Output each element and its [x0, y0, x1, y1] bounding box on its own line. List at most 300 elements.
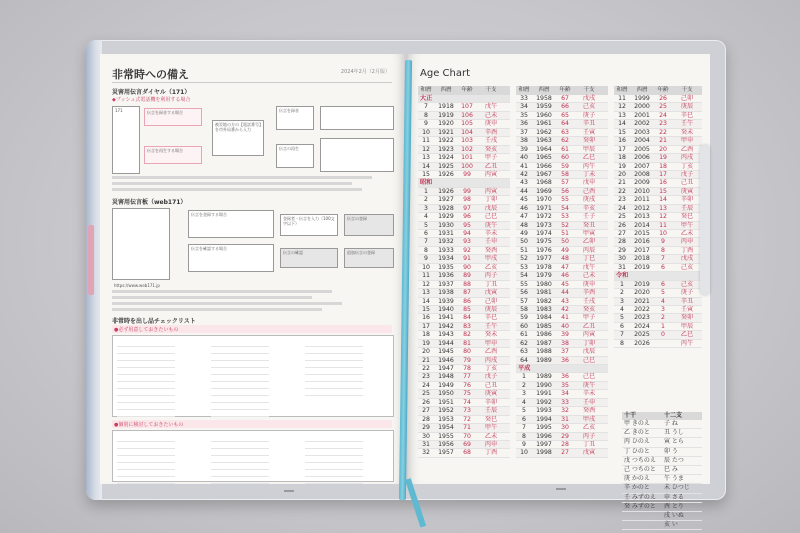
- age-cell: 56: [561, 187, 569, 195]
- wareki-cell: 7: [620, 331, 624, 339]
- table-row: [418, 222, 510, 230]
- year-cell: 1950: [438, 390, 454, 398]
- age-cell: 104: [461, 128, 473, 136]
- age-cell: 42: [561, 305, 569, 313]
- eto-cell: 丙戌: [680, 154, 694, 162]
- year-cell: 2025: [634, 331, 650, 339]
- wareki-cell: 2: [424, 196, 428, 204]
- table-row: [614, 281, 702, 289]
- wareki-cell: 24: [422, 381, 430, 389]
- wareki-cell: 51: [520, 246, 528, 254]
- eto-cell: 庚午: [582, 381, 596, 389]
- year-cell: 2019: [634, 280, 650, 288]
- year-cell: 1954: [438, 424, 454, 432]
- jikkan-cell: 丙 ひのえ: [624, 438, 650, 446]
- table-row: [516, 357, 608, 365]
- table-row: [516, 433, 608, 441]
- jikkan-cell: 壬 みずのえ: [624, 493, 656, 501]
- eto-cell: 辛酉: [484, 128, 498, 136]
- year-cell: 1968: [536, 179, 552, 187]
- age-cell: 8: [661, 246, 665, 254]
- age-cell: 6: [661, 280, 665, 288]
- age-cell: 46: [561, 272, 569, 280]
- year-cell: 1959: [536, 103, 552, 111]
- wareki-cell: 16: [618, 137, 626, 145]
- table-row: [516, 154, 608, 162]
- year-cell: 1990: [536, 381, 552, 389]
- eto-cell: 癸丑: [582, 221, 596, 229]
- web-confirm-step: 伝言の確認: [280, 248, 338, 268]
- wareki-cell: 14: [422, 162, 430, 170]
- eto-cell: 癸卯: [582, 137, 596, 145]
- age-cell: 88: [463, 280, 471, 288]
- eto-cell: 庚申: [484, 120, 498, 128]
- table-row: [614, 179, 702, 187]
- wareki-cell: 25: [618, 213, 626, 221]
- table-row: [418, 357, 510, 365]
- age-cell: 24: [659, 111, 667, 119]
- wareki-cell: 23: [618, 196, 626, 204]
- wareki-cell: 20: [618, 170, 626, 178]
- table-row: [516, 298, 608, 306]
- age-cell: 41: [561, 314, 569, 322]
- note-line: [112, 290, 332, 293]
- age-cell: 13: [659, 204, 667, 212]
- jikkan-cell: [622, 521, 662, 529]
- table-row: [418, 272, 510, 280]
- web171-url[interactable]: https://www.web171.jp: [114, 283, 160, 288]
- zodiac-row: [622, 466, 702, 475]
- junishi-cell: 辰 たつ: [664, 456, 684, 464]
- wareki-cell: 6: [424, 230, 428, 237]
- eto-cell: 壬子: [582, 213, 596, 221]
- eto-cell: 癸巳: [484, 415, 498, 423]
- year-cell: 1937: [438, 280, 454, 288]
- table-header: [516, 86, 608, 95]
- dial-box: 171: [112, 106, 140, 174]
- table-row: [614, 298, 702, 306]
- junishi-cell: 子 ね: [664, 420, 678, 427]
- year-cell: 2003: [634, 128, 650, 136]
- age-cell: 28: [561, 440, 569, 448]
- age-cell: 102: [461, 145, 473, 153]
- wareki-cell: 64: [520, 356, 528, 364]
- eto-cell: 癸酉: [484, 246, 498, 254]
- wareki-cell: 15: [422, 305, 430, 313]
- table-row: [418, 238, 510, 246]
- year-cell: 1999: [634, 95, 650, 102]
- year-cell: 1973: [536, 221, 552, 229]
- wareki-cell: 43: [520, 179, 528, 187]
- year-cell: 1993: [536, 407, 552, 415]
- year-cell: 1925: [438, 162, 454, 170]
- age-cell: 21: [659, 137, 667, 145]
- eto-cell: 辛卯: [680, 196, 694, 204]
- age-cell: 92: [463, 246, 471, 254]
- age-cell: 31: [561, 415, 569, 423]
- web-input-box: 登録者・伝言を入力（100文字以下）: [280, 214, 338, 236]
- age-cell: 51: [561, 230, 569, 237]
- header-cell: 年齢: [559, 87, 571, 93]
- year-cell: 2026: [634, 339, 650, 347]
- table-row: [516, 331, 608, 339]
- age-cell: 78: [463, 365, 471, 372]
- table-row: [516, 416, 608, 424]
- year-cell: 1991: [536, 390, 552, 398]
- wareki-cell: 8: [424, 111, 428, 119]
- junishi-cell: 未 ひつじ: [664, 484, 690, 492]
- jikkan-cell: 丁 ひのと: [624, 447, 650, 455]
- year-cell: 1987: [536, 339, 552, 347]
- age-cell: 19: [659, 154, 667, 162]
- header-cell: 年齢: [461, 87, 473, 93]
- web-add-step: 追加伝言の登録: [344, 248, 394, 268]
- header-cell: 西暦: [538, 87, 550, 93]
- age-cell: 76: [463, 381, 471, 389]
- wareki-cell: 60: [520, 322, 528, 330]
- eto-cell: 丙辰: [582, 246, 596, 254]
- year-cell: 2017: [634, 246, 650, 254]
- eto-cell: 己丑: [680, 179, 694, 187]
- age-cell: 33: [561, 398, 569, 406]
- checklist-column: [305, 435, 363, 484]
- age-cell: 34: [561, 390, 569, 398]
- table-row: [418, 424, 510, 432]
- age-cell: 74: [463, 398, 471, 406]
- age-cell: 98: [463, 196, 471, 204]
- age-cell: 58: [561, 170, 569, 178]
- wareki-cell: 45: [520, 196, 528, 204]
- age-cell: 79: [463, 356, 471, 364]
- year-cell: 2011: [634, 196, 650, 204]
- age-cell: 83: [463, 322, 471, 330]
- junishi-cell: 丑 うし: [664, 429, 684, 437]
- year-cell: 2018: [634, 255, 650, 263]
- eto-cell: 戊戌: [582, 95, 596, 102]
- table-row: [418, 298, 510, 306]
- table-row: [516, 390, 608, 398]
- age-cell: 64: [561, 120, 569, 128]
- age-cell: 5: [661, 289, 665, 297]
- year-cell: 2009: [634, 179, 650, 187]
- year-cell: 1923: [438, 145, 454, 153]
- wareki-cell: 25: [422, 390, 430, 398]
- age-cell: 87: [463, 289, 471, 297]
- year-cell: 1938: [438, 289, 454, 297]
- age-cell: 100: [461, 162, 473, 170]
- year-cell: 2005: [634, 145, 650, 153]
- table-row: [418, 407, 510, 415]
- eto-cell: 丙寅: [484, 170, 498, 178]
- age-cell: 27: [561, 449, 569, 457]
- table-row: [614, 213, 702, 221]
- eto-cell: 己卯: [484, 297, 498, 305]
- header-cell: 西暦: [440, 87, 452, 93]
- year-cell: 1939: [438, 297, 454, 305]
- age-cell: 93: [463, 238, 471, 246]
- table-row: [516, 163, 608, 171]
- year-cell: 2021: [634, 297, 650, 305]
- wareki-cell: 33: [520, 95, 528, 102]
- eto-cell: 辛巳: [680, 111, 694, 119]
- year-cell: 1929: [438, 213, 454, 221]
- year-cell: 1982: [536, 297, 552, 305]
- jikkan-cell: 辛 かのと: [624, 484, 650, 492]
- note-line: [112, 296, 312, 299]
- checklist-column: [211, 340, 269, 417]
- eto-cell: 戊午: [582, 263, 596, 271]
- table-row: [516, 323, 608, 331]
- year-cell: 1934: [438, 255, 454, 263]
- eto-cell: 癸巳: [680, 213, 694, 221]
- era-row: 平成: [516, 365, 608, 373]
- wareki-cell: 12: [618, 103, 626, 111]
- wareki-cell: 61: [520, 331, 528, 339]
- eto-cell: 癸亥: [582, 305, 596, 313]
- checklist-sub-essential: ●必ず用意しておきたいもの: [114, 327, 179, 333]
- age-cell: 89: [463, 272, 471, 280]
- eto-cell: 辛未: [582, 390, 596, 398]
- eto-cell: 丙子: [484, 272, 498, 280]
- wareki-cell: 29: [422, 424, 430, 432]
- table-row: [418, 205, 510, 213]
- table-row: [516, 205, 608, 213]
- age-cell: 36: [561, 373, 569, 381]
- year-cell: 1936: [438, 272, 454, 280]
- wareki-cell: 24: [618, 204, 626, 212]
- eto-cell: 乙酉: [484, 348, 498, 356]
- age-cell: 1: [661, 322, 665, 330]
- age-cell: 106: [461, 111, 473, 119]
- eto-cell: 甲寅: [582, 230, 596, 237]
- wareki-cell: 6: [522, 415, 526, 423]
- wareki-cell: 55: [520, 280, 528, 288]
- year-cell: 1920: [438, 120, 454, 128]
- table-row: [614, 137, 702, 145]
- section-sub-push: ◆プッシュ式電話機を利用する場合: [112, 97, 191, 103]
- eto-cell: 乙未: [680, 230, 694, 237]
- year-cell: 2006: [634, 154, 650, 162]
- zodiac-row: [622, 503, 702, 512]
- junishi-cell: 酉 とり: [664, 502, 684, 510]
- wareki-cell: 9: [424, 120, 428, 128]
- table-row: [614, 255, 702, 263]
- age-cell: 30: [561, 424, 569, 432]
- header-cell: 干支: [681, 87, 693, 93]
- wareki-cell: 10: [520, 449, 528, 457]
- wareki-cell: 42: [520, 170, 528, 178]
- year-cell: 1986: [536, 331, 552, 339]
- eto-cell: 甲辰: [680, 322, 694, 330]
- jikkan-cell: 乙 きのと: [624, 429, 650, 437]
- eto-cell: 己亥: [680, 263, 694, 271]
- year-cell: 2010: [634, 187, 650, 195]
- wareki-cell: 31: [422, 440, 430, 448]
- eto-cell: 戊辰: [484, 204, 498, 212]
- wareki-cell: 27: [422, 407, 430, 415]
- table-row: [516, 247, 608, 255]
- wareki-cell: 4: [424, 213, 428, 221]
- table-row: [516, 281, 608, 289]
- jikkan-cell: 己 つちのと: [624, 465, 656, 473]
- wareki-cell: 49: [520, 230, 528, 237]
- eto-cell: 戊寅: [484, 289, 498, 297]
- year-cell: 2020: [634, 289, 650, 297]
- age-cell: 77: [463, 373, 471, 381]
- zodiac-row: [622, 438, 702, 447]
- wareki-cell: 7: [424, 238, 428, 246]
- wareki-cell: 8: [424, 246, 428, 254]
- pink-bookmark-strap: [88, 225, 94, 295]
- table-row: [614, 205, 702, 213]
- age-cell: 50: [561, 238, 569, 246]
- age-cell: 97: [463, 204, 471, 212]
- year-cell: 1966: [536, 162, 552, 170]
- wareki-cell: 44: [520, 187, 528, 195]
- year-cell: 1957: [438, 449, 454, 457]
- wareki-cell: 22: [618, 187, 626, 195]
- table-row: [418, 340, 510, 348]
- age-cell: 73: [463, 407, 471, 415]
- age-cell: 68: [463, 449, 471, 457]
- age-cell: 35: [561, 381, 569, 389]
- eto-cell: 辛未: [484, 230, 498, 237]
- wareki-cell: 56: [520, 289, 528, 297]
- wareki-cell: 46: [520, 204, 528, 212]
- eto-cell: 癸未: [680, 128, 694, 136]
- age-cell: 49: [561, 246, 569, 254]
- eto-cell: 甲午: [680, 221, 694, 229]
- checklist-column: [117, 435, 175, 484]
- eto-cell: 庚辰: [484, 305, 498, 313]
- year-cell: 2016: [634, 238, 650, 246]
- table-row: [418, 348, 510, 356]
- eto-cell: 辛丑: [680, 297, 694, 305]
- playback-instructions: [320, 138, 394, 172]
- year-cell: 1972: [536, 213, 552, 221]
- eto-cell: 壬辰: [484, 407, 498, 415]
- table-row: [516, 129, 608, 137]
- table-row: [614, 222, 702, 230]
- year-cell: 2002: [634, 120, 650, 128]
- wareki-cell: 57: [520, 297, 528, 305]
- pen-holder-strap[interactable]: [700, 145, 710, 295]
- table-row: [418, 289, 510, 297]
- eto-cell: 己亥: [680, 280, 694, 288]
- header-cell: 干支: [583, 87, 595, 93]
- year-cell: 1971: [536, 204, 552, 212]
- age-cell: 61: [561, 145, 569, 153]
- table-row: [418, 264, 510, 272]
- wareki-cell: 18: [422, 331, 430, 339]
- date-label: 2024年2月（2月版）: [340, 69, 390, 75]
- eto-cell: 甲戌: [484, 255, 498, 263]
- eto-cell: 丙午: [582, 162, 596, 170]
- table-row: [418, 399, 510, 407]
- wareki-cell: 21: [618, 179, 626, 187]
- year-cell: 2014: [634, 221, 650, 229]
- age-cell: 47: [561, 263, 569, 271]
- year-cell: 1980: [536, 280, 552, 288]
- eto-cell: 戊戌: [680, 255, 694, 263]
- eto-cell: 丁巳: [582, 255, 596, 263]
- zodiac-row: [622, 521, 702, 530]
- table-row: [614, 154, 702, 162]
- age-cell: 17: [659, 170, 667, 178]
- header-cell: 和暦: [616, 87, 628, 93]
- year-cell: 1970: [536, 196, 552, 204]
- age-cell: 94: [463, 230, 471, 237]
- wareki-cell: 19: [422, 339, 430, 347]
- wareki-cell: 9: [522, 440, 526, 448]
- table-row: [418, 281, 510, 289]
- age-cell: 2: [661, 314, 665, 322]
- year-cell: 1947: [438, 365, 454, 372]
- year-cell: 2000: [634, 103, 650, 111]
- eto-cell: 壬午: [680, 120, 694, 128]
- wareki-cell: 2: [620, 289, 624, 297]
- wareki-cell: 30: [422, 432, 430, 440]
- wareki-cell: 14: [422, 297, 430, 305]
- year-cell: 1918: [438, 103, 454, 111]
- table-row: [614, 331, 702, 339]
- year-cell: 1961: [536, 120, 552, 128]
- year-cell: 2023: [634, 314, 650, 322]
- eto-cell: 庚申: [582, 280, 596, 288]
- age-cell: 62: [561, 137, 569, 145]
- table-row: [614, 146, 702, 154]
- table-row: [516, 196, 608, 204]
- wareki-cell: 11: [422, 137, 430, 145]
- table-row: [614, 289, 702, 297]
- year-cell: 1927: [438, 196, 454, 204]
- table-row: [516, 399, 608, 407]
- age-cell: 99: [463, 170, 471, 178]
- wareki-cell: 3: [424, 204, 428, 212]
- header-cell: 干支: [485, 87, 497, 93]
- wareki-cell: 4: [522, 398, 526, 406]
- year-cell: 1930: [438, 221, 454, 229]
- page-title: 非常時への備え: [112, 68, 189, 81]
- eto-cell: 丙寅: [582, 331, 596, 339]
- wareki-cell: 52: [520, 255, 528, 263]
- wareki-cell: 53: [520, 263, 528, 271]
- eto-cell: 丁亥: [680, 162, 694, 170]
- web-register-box: 伝言を登録する場合: [188, 210, 274, 238]
- checklist-column: [305, 340, 363, 396]
- age-cell: 53: [561, 213, 569, 221]
- age-cell: 84: [463, 314, 471, 322]
- wareki-cell: 38: [520, 137, 528, 145]
- table-row: [614, 314, 702, 322]
- age-cell: 18: [659, 162, 667, 170]
- age-cell: 96: [463, 213, 471, 221]
- eto-cell: 戊午: [484, 103, 498, 111]
- age-cell: 103: [461, 137, 473, 145]
- table-row: [516, 373, 608, 381]
- table-row: [418, 331, 510, 339]
- era-row: 令和: [614, 272, 702, 280]
- wareki-cell: 4: [620, 305, 624, 313]
- age-cell: 66: [561, 103, 569, 111]
- age-cell: 25: [659, 103, 667, 111]
- wareki-cell: 37: [520, 128, 528, 136]
- eto-cell: 乙亥: [484, 263, 498, 271]
- eto-cell: 丙寅: [484, 187, 498, 195]
- eto-cell: 戊辰: [582, 348, 596, 356]
- wareki-cell: 54: [520, 272, 528, 280]
- age-cell: 71: [463, 424, 471, 432]
